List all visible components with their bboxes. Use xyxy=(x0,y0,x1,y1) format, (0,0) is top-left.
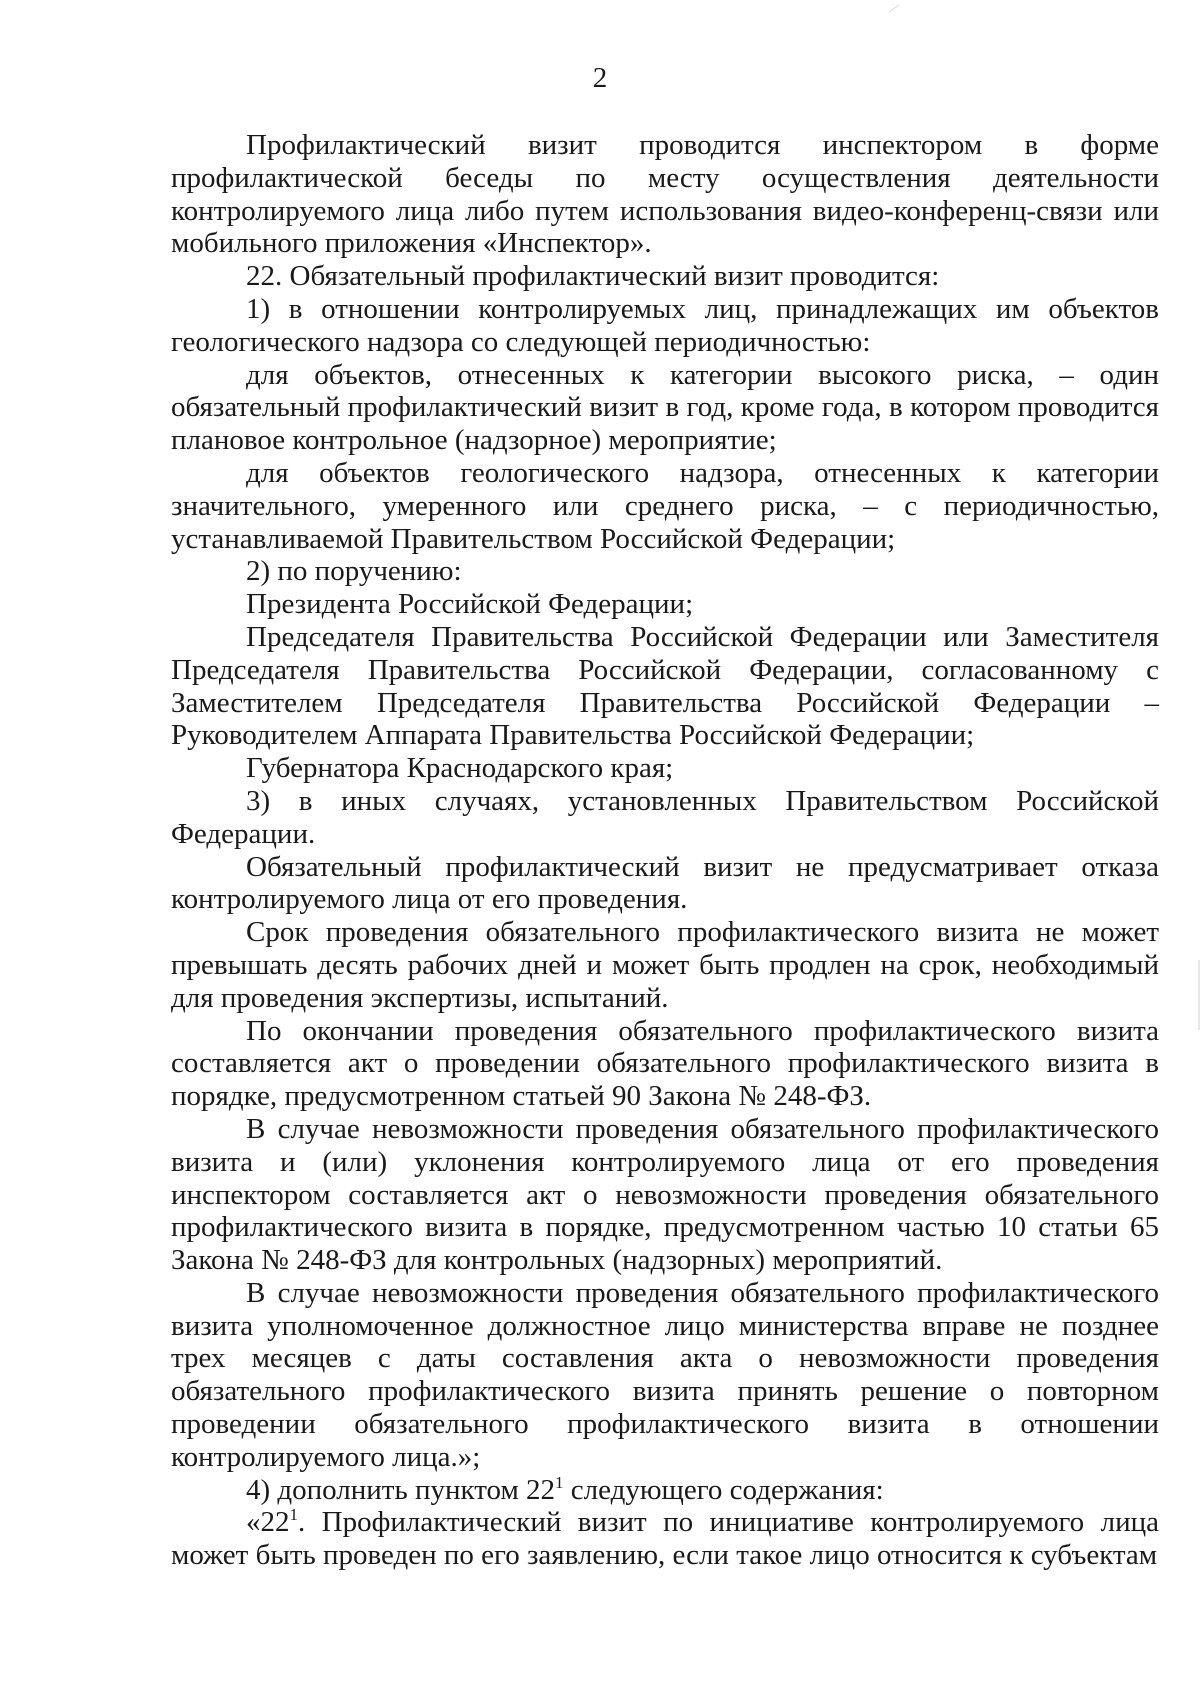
paragraph-point-22-1 xyxy=(171,1506,1159,1572)
paragraph-impossibility-act: В случае невозможности проведения обязательного профилактического визита и (или) уклонения контролируемого лица от его проведения инспектором составляется акт о невозможности проведения обязательного профилактического визита в порядке, предусмотренном частью 10 статьи 65 Закона № 248-ФЗ для контрольных (надзорных) мероприятий. xyxy=(171,1112,1159,1277)
paragraph-visit-form: Профилактический визит проводится инспектором в форме профилактической беседы по месту осуществления деятельности контролируемого лица либо путем использования видео-конференц-связи или мобильного приложения «Инспектор». xyxy=(171,129,1159,260)
paragraph-subpoint-2: 2) по поручению: xyxy=(246,555,462,588)
paragraph-subpoint-1: 1) в отношении контролируемых лиц, принадлежащих им объектов геологического надзора со следующей периодичностью: xyxy=(171,292,1159,358)
document-body xyxy=(171,129,1159,1572)
amendment-text-before: 4) дополнить пунктом 22 xyxy=(246,1473,556,1506)
paragraph-chairman: Председателя Правительства Российской Федерации или Заместителя Председателя Правительства Российской Федерации, согласованному с Заместителем Председателя Правительства Российской Федерации – Руководителем Аппарата Правительства Российской Федерации; xyxy=(171,620,1159,752)
new-point-text-after: . Профилактический визит по инициативе контролируемого лица может быть проведен по его заявлению, если такое лицо относится к субъектам xyxy=(171,1506,1159,1572)
new-point-superscript: 1 xyxy=(289,1505,298,1525)
paragraph-no-refusal: Обязательный профилактический визит не предусматривает отказа контролируемого лица от его проведения. xyxy=(171,850,1159,916)
page-number: 2 xyxy=(592,62,608,94)
amendment-superscript: 1 xyxy=(555,1472,564,1492)
paragraph-president: Президента Российской Федерации; xyxy=(246,588,694,621)
scan-artifact xyxy=(889,5,899,13)
paragraph-act: По окончании проведения обязательного профилактического визита составляется акт о проведении обязательного профилактического визита в порядке, предусмотренном статьей 90 Закона № 248-ФЗ. xyxy=(171,1014,1159,1113)
paragraph-amendment-4 xyxy=(171,1474,1159,1507)
paragraph-duration: Срок проведения обязательного профилактического визита не может превышать десять рабочих дней и может быть продлен на срок, необходимый для проведения экспертизы, испытаний. xyxy=(171,916,1159,1014)
paragraph-subpoint-3: 3) в иных случаях, установленных Правительством Российской Федерации. xyxy=(171,784,1159,850)
paragraph-governor: Губернатора Краснодарского края; xyxy=(246,752,674,785)
paragraph-high-risk: для объектов, отнесенных к категории высокого риска, – один обязательный профилактический визит в год, кроме года, в котором проводится плановое контрольное (надзорное) мероприятие; xyxy=(171,358,1159,457)
paragraph-repeat-visit: В случае невозможности проведения обязательного профилактического визита уполномоченное должностное лицо министерства вправе не позднее трех месяцев с даты составления акта о невозможности проведения обязательного профилактического визита принять решение о повторном проведении обязательного профилактического визита в отношении контролируемого лица.»; xyxy=(171,1276,1159,1473)
paragraph-point-22: 22. Обязательный профилактический визит проводится: xyxy=(246,260,940,293)
amendment-text-after: следующего содержания: xyxy=(563,1473,884,1506)
paragraph-significant-risk: для объектов геологического надзора, отнесенных к категории значительного, умеренного или среднего риска, – с периодичностью, устанавливаемой Правительством Российской Федерации; xyxy=(171,456,1159,555)
new-point-text-before: «22 xyxy=(246,1506,290,1539)
